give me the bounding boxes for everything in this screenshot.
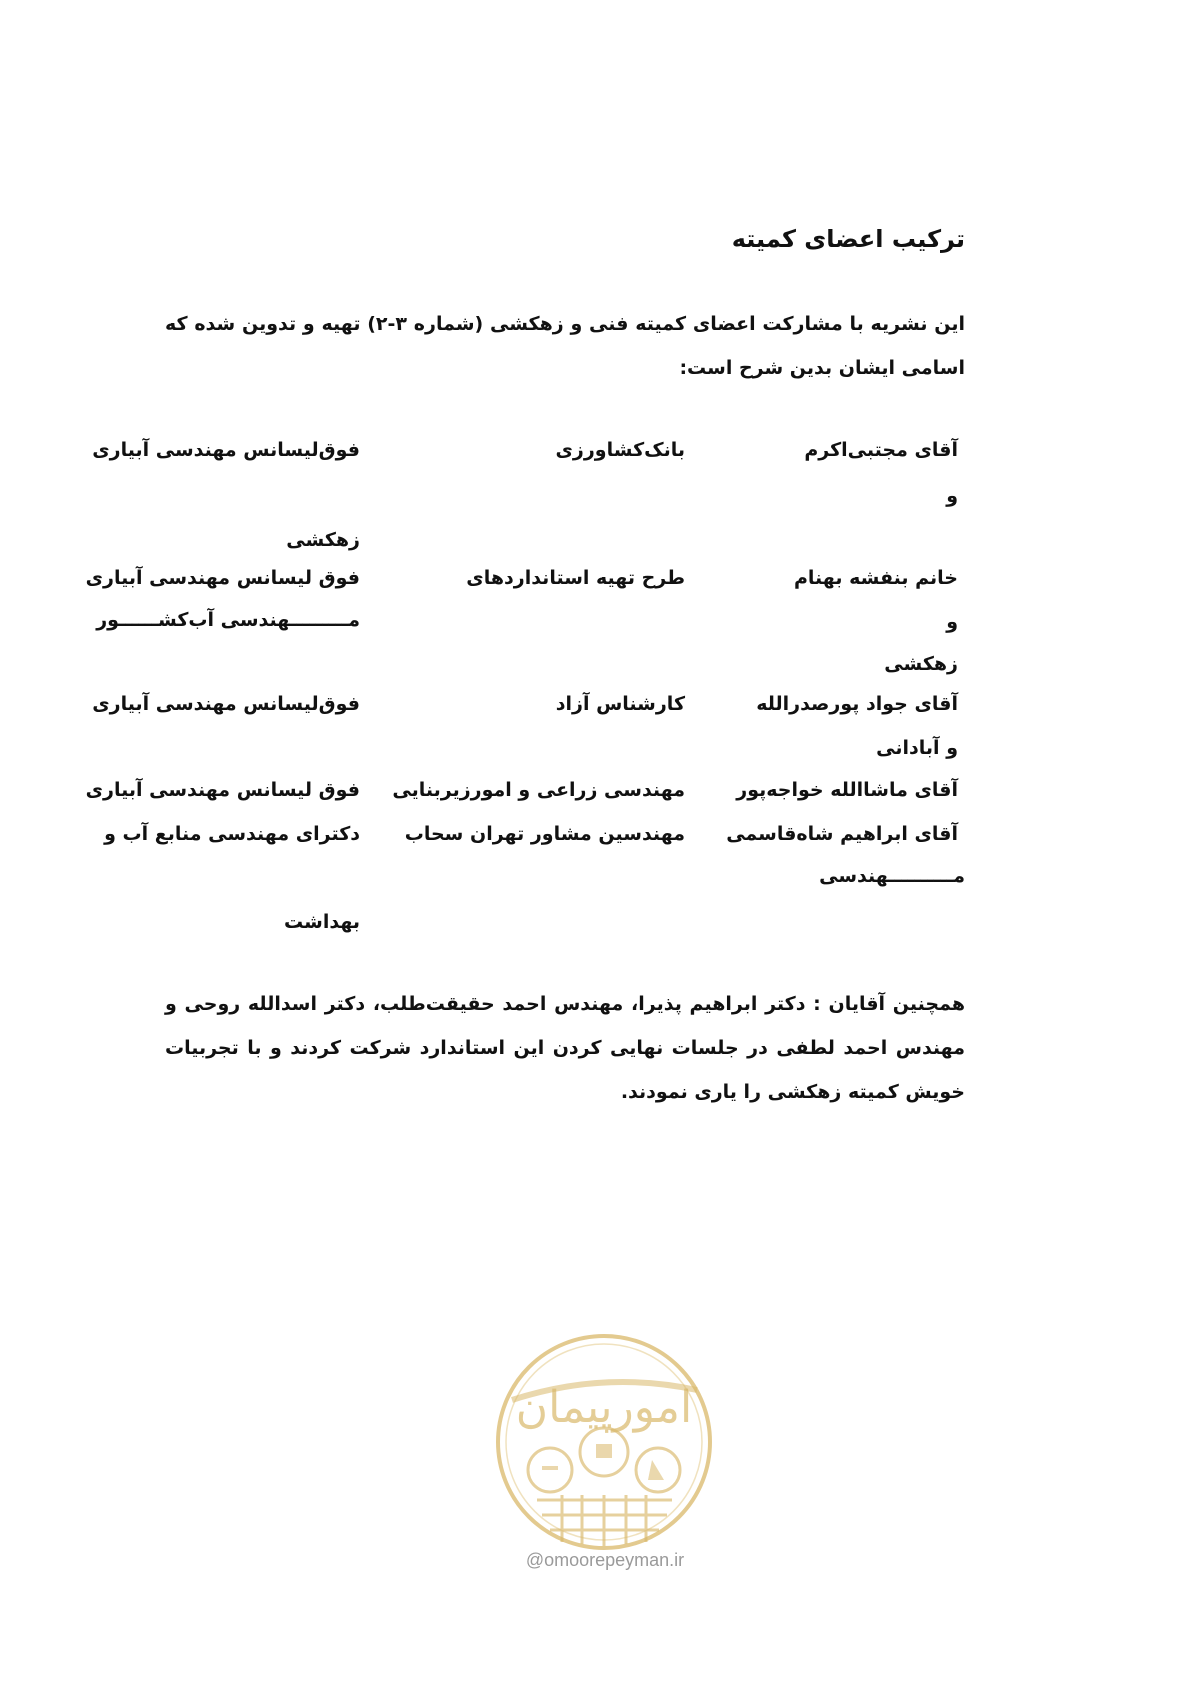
member-name: خانم بنفشه بهنام <box>793 567 958 589</box>
member-name: آقای ابراهیم شاه‌قاسمی <box>726 823 958 845</box>
member-degree-wrap: و <box>946 611 958 633</box>
member-degree: فوق‌لیسانس مهندسی آبیاری <box>92 439 360 461</box>
closing-paragraph: همچنین آقایان : دکتر ابراهیم پذیرا، مهندس احمد حقیقت‌طلب، دکتر اسدالله روحی و مهندس احمد لطفی در جلسات نهایی کردن این استاندارد شرکت کردند و با تجربیات خویش کمیته زهکشی را یاری نمودند. <box>165 993 965 1103</box>
member-organization: مهندسین مشاور تهران سحاب <box>404 823 685 845</box>
watermark-logo <box>492 1330 717 1555</box>
member-degree-wrap: و <box>946 485 958 507</box>
member-degree-wrap: بهداشت <box>284 911 360 933</box>
member-name: آقای ماشاالله خواجه‌پور <box>736 779 958 801</box>
member-organization: مهندسی زراعی و امورزیربنایی <box>392 779 685 801</box>
member-degree: دکترای مهندسی منابع آب و <box>104 823 360 845</box>
member-degree-wrap: و آبادانی <box>876 737 958 759</box>
page-title: ترکیب اعضای کمیته <box>731 225 965 253</box>
member-degree: فوق لیسانس مهندسی آبیاری <box>85 779 360 801</box>
member-degree-wrap: مــــــــــهندسی <box>819 865 965 887</box>
watermark-website: @omoorepeyman.ir <box>525 1550 685 1570</box>
member-organization: بانک‌کشاورزی <box>555 439 685 461</box>
member-organization: طرح تهیه استانداردهای <box>466 567 685 589</box>
intro-paragraph: این نشریه با مشارکت اعضای کمیته فنی و زهکشی (شماره ۳-۲) تهیه و تدوین شده که اسامی ایشان بدین شرح است: <box>165 313 965 379</box>
member-name: آقای مجتبی‌اکرم <box>804 439 958 461</box>
member-degree-line2: مـــــــــهندسی آب‌کشــــــور <box>96 609 360 631</box>
member-degree: فوق لیسانس مهندسی آبیاری <box>85 567 360 589</box>
member-name: آقای جواد پورصدرالله <box>756 693 958 715</box>
member-degree-wrap: زهکشی <box>286 529 360 551</box>
member-degree-wrap: زهکشی <box>884 653 958 675</box>
member-organization: کارشناس آزاد <box>555 693 685 715</box>
member-degree: فوق‌لیسانس مهندسی آبیاری <box>92 693 360 715</box>
watermark-logo-text: امورپیمان <box>515 1382 693 1433</box>
